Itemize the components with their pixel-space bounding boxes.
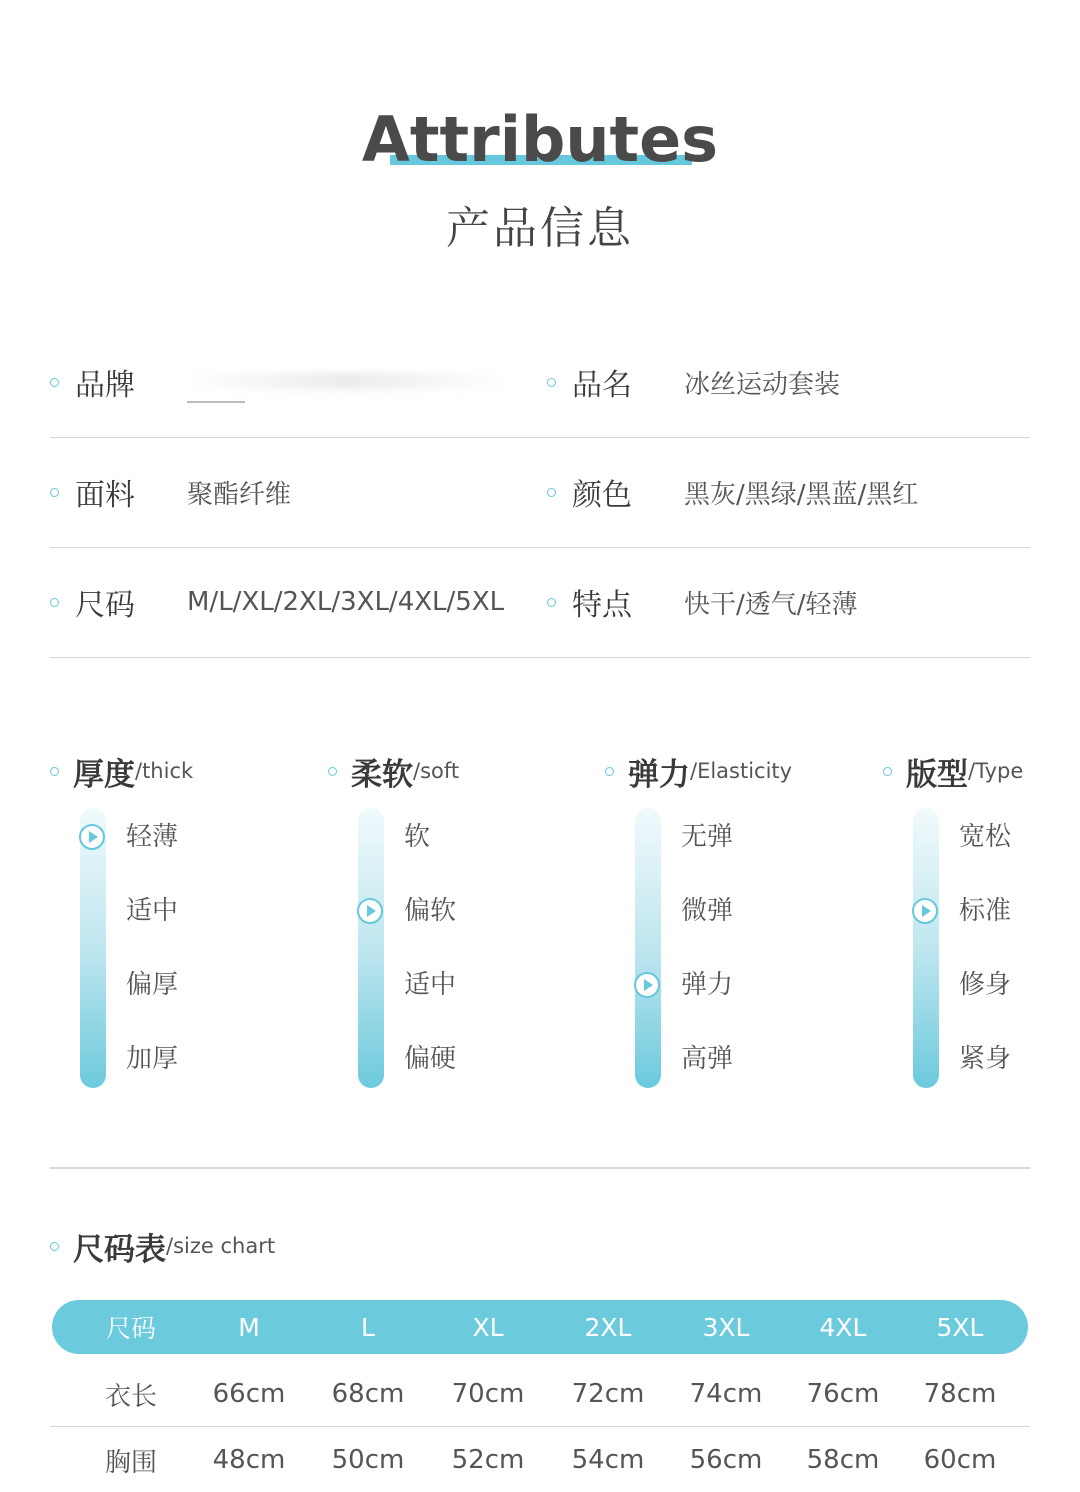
attribute-color — [547, 437, 1030, 547]
header-cell: XL — [472, 1312, 504, 1342]
table-cell: 68cm — [331, 1379, 405, 1409]
scale-track — [358, 808, 384, 1088]
scale-level: 紧身 — [959, 1044, 1012, 1074]
page-subtitle: 产品信息 — [446, 203, 634, 254]
section-divider — [50, 1167, 1030, 1169]
attribute-product-name — [547, 327, 1030, 437]
table-cell: 52cm — [451, 1445, 525, 1475]
circle-bullet-icon — [50, 1242, 59, 1251]
table-cell: 78cm — [923, 1379, 997, 1409]
circle-bullet-icon — [547, 598, 556, 607]
scale-heading: 厚度 /thick — [50, 750, 310, 792]
page-title: Attributes — [361, 103, 719, 176]
play-knob-icon — [357, 898, 383, 924]
scale-level: 轻薄 — [126, 822, 179, 852]
row-label: 胸围 — [104, 1447, 157, 1478]
attribute-key: 颜色 — [572, 478, 632, 513]
table-row — [50, 1362, 1030, 1427]
circle-bullet-icon — [605, 767, 614, 776]
circle-bullet-icon — [883, 767, 892, 776]
scale-level: 适中 — [404, 970, 457, 1000]
size-chart-heading: 尺码表 /size chart — [50, 1224, 275, 1268]
attribute-key: 面料 — [75, 478, 135, 513]
scale-level: 修身 — [959, 970, 1012, 1000]
play-knob-icon — [634, 972, 660, 998]
brand-logo-blurred — [187, 367, 507, 397]
attribute-row — [50, 547, 1030, 658]
scale-track — [913, 808, 939, 1088]
attribute-brand — [50, 327, 545, 437]
header-cell: 2XL — [584, 1312, 632, 1342]
table-cell: 58cm — [806, 1445, 880, 1475]
table-cell: 66cm — [212, 1379, 286, 1409]
header — [0, 0, 1080, 280]
circle-bullet-icon — [547, 378, 556, 387]
scale-heading: 弹力 /Elasticity — [605, 750, 865, 792]
table-cell: 60cm — [923, 1445, 997, 1475]
attribute-fabric — [50, 437, 545, 547]
attribute-row — [50, 437, 1030, 548]
scale-level: 偏软 — [404, 896, 457, 926]
attribute-size — [50, 547, 545, 657]
scale-level: 弹力 — [681, 970, 734, 1000]
circle-bullet-icon — [547, 488, 556, 497]
attribute-value: M/L/XL/2XL/3XL/4XL/5XL — [187, 587, 505, 617]
header-cell: 5XL — [936, 1312, 984, 1342]
brand-underline — [187, 401, 245, 403]
scale-thickness — [50, 750, 310, 1095]
attribute-key: 特点 — [572, 588, 632, 623]
attribute-key: 尺码 — [75, 588, 135, 623]
table-row — [50, 1428, 1030, 1492]
play-knob-icon — [912, 898, 938, 924]
scale-level: 加厚 — [126, 1044, 179, 1074]
attribute-value: 快干/透气/轻薄 — [684, 589, 858, 620]
table-cell: 50cm — [331, 1445, 405, 1475]
table-cell: 56cm — [689, 1445, 763, 1475]
attribute-value: 黑灰/黑绿/黑蓝/黑红 — [684, 479, 919, 510]
scale-fit-type — [883, 750, 1080, 1095]
scale-level: 无弹 — [681, 822, 734, 852]
header-cell: L — [361, 1312, 375, 1342]
blur-haze — [187, 373, 507, 389]
scale-level: 偏厚 — [126, 970, 179, 1000]
table-cell: 48cm — [212, 1445, 286, 1475]
scale-track — [80, 808, 106, 1088]
scale-heading: 版型 /Type — [883, 750, 1080, 792]
attribute-row — [50, 327, 1030, 438]
attribute-feature — [547, 547, 1030, 657]
scale-level: 微弹 — [681, 896, 734, 926]
play-knob-icon — [79, 824, 105, 850]
scale-elasticity — [605, 750, 865, 1095]
scale-level: 偏硬 — [404, 1044, 457, 1074]
row-label: 衣长 — [104, 1381, 157, 1412]
header-cell: 尺码 — [105, 1314, 156, 1343]
scale-level: 高弹 — [681, 1044, 734, 1074]
header-cell: 4XL — [819, 1312, 867, 1342]
attribute-value: 聚酯纤维 — [187, 479, 292, 510]
circle-bullet-icon — [328, 767, 337, 776]
scale-softness — [328, 750, 588, 1095]
scale-level: 软 — [404, 822, 431, 852]
attribute-key: 品名 — [572, 368, 632, 403]
circle-bullet-icon — [50, 378, 59, 387]
table-cell: 54cm — [571, 1445, 645, 1475]
scale-track — [635, 808, 661, 1088]
table-cell: 72cm — [571, 1379, 645, 1409]
table-cell: 70cm — [451, 1379, 525, 1409]
header-cell: 3XL — [702, 1312, 750, 1342]
scale-heading: 柔软 /soft — [328, 750, 588, 792]
table-cell: 74cm — [689, 1379, 763, 1409]
scale-level: 适中 — [126, 896, 179, 926]
scale-level: 标准 — [959, 896, 1012, 926]
table-cell: 76cm — [806, 1379, 880, 1409]
circle-bullet-icon — [50, 598, 59, 607]
size-chart-header — [52, 1300, 1028, 1354]
attribute-value: 冰丝运动套装 — [684, 369, 841, 400]
circle-bullet-icon — [50, 767, 59, 776]
header-cell: M — [238, 1312, 260, 1342]
attribute-key: 品牌 — [75, 368, 135, 403]
scale-level: 宽松 — [959, 822, 1012, 852]
circle-bullet-icon — [50, 488, 59, 497]
